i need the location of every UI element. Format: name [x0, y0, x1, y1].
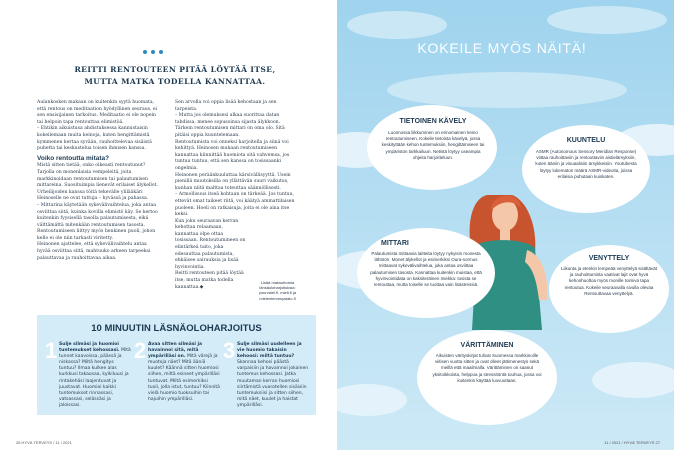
step-lead: Avaa sitten silmäsi ja havainnoi sitä, mitä ympärilläsi on.: [148, 342, 203, 360]
pull-quote: REITTI RENTOUTEEN PITÄÄ LÖYTÄÄ ITSE, MUTTA MATKA TODELLA KANNATTAA.: [74, 65, 276, 86]
card-title: VENYTTELY: [588, 255, 630, 262]
subheading: Voiko rentoutta mitata?: [37, 154, 110, 162]
step-number: 1: [45, 338, 58, 363]
paragraph: – Mutta jos olemuksesi alkaa suorittaa datan tahdissa, menee sopusoinsa sijasta älykkoon. Tärkein rentoutumisen mittari on oma olo. Sitä pitäisi oppia kuuntelemaan.: [175, 113, 285, 138]
card-title: MITTARI: [381, 240, 409, 247]
paragraph: – Mittarina käytetään sykevälivaihtelua, joka antaa osviittaa siitä, kuinka kovilla elimistö käy. Se kertoo kuitenkin fyysisellä tasolla palautumisesta, eikä välttämättä mitenkään rentoutumisen tasosta. Rentoutumiseen liittyy myös henkinen puoli, johon kello ei ole niin tarkasti viritetty.: [37, 202, 158, 241]
step-body: Mitä tunnet kaavoissa, päässä ja niskassa? Miltä hengitys tuntuu? Ilmaa kulkee alas kurkkusi takaosaa, kylkiluusi ja rintakehäsi laajentuvat ja juustavat. Huomioi kaikki tuntemukset rinnassasi, vatsassasi, selässäsi ja jaloissasi.: [59, 348, 131, 408]
exercise-box: [37, 315, 316, 415]
paragraph: – Ehtikin aikuistusa ahdistuksessa kannustaisin kokeilemaan muita keinoja, kuten hengittämistä kymmenen kertaa syvään, rauhoittelevaa sisäistä puhetta tai keskustelua toisen ihmisen kanssa.: [37, 126, 152, 152]
right-page: [337, 0, 674, 450]
card-title: VÄRITTÄMINEN: [460, 342, 514, 349]
paragraph: Heinonen ajattelee, että sykevälivaihtelu antaa hyvää osviittaa siitä, mahtuuko arkeen tarpeeksi palauttavaa ja rauhoittavaa aikaa.: [37, 242, 151, 261]
paragraph: Mistä sitten tietää, onko oikeasti rentoutunut? Tarjolla on monenlaisia vempeleitä, joita markkinoidaan rentoutumisen tai palautumisen mittareina. Suosituimpia lienevät erilaiset älykellot. Urheilijoiden kanssa töitä tekevälle ylilääkäri Heinoselle ne ovat tuttuja – hyvässä ja pahassa.: [37, 163, 158, 202]
paragraph: Sen arvolla voi oppia lisää kehostaan ja sen tarpeista.: [175, 100, 277, 112]
card-text: Palautumista mittaavia laitteita löytyy nykyisin monesta lähtöön. Monet älykellot ja esimerkiksi Oura-sormus mittaavat sykevälivaihtelua, joka antaa osviittaa palautumisen tasosta. Kannattaa kuitenkin muistaa, että hyvinvointidata on kaksiteräinen miekka: tosista se rentouttaa, mutta toiselle se tuottaa vain lisästressiä.: [370, 251, 482, 288]
step-lead: Sulje silmäsi uudelleen ja vie huomio takaisin kehoosi: miltä tuntuu?: [237, 342, 302, 360]
card-text: Luonnossa liikkuminen on erinomainen keino rentoutumiseen. Kokeile tietoista kävelyä, jossa keskityttään kehon tuntemuksiin, hengittämiseen tai ympäristön tarkkailuun. Netistä löytyy useampia ohjeita harjoitteluun.: [381, 130, 485, 160]
decorative-dots: [143, 50, 163, 54]
card-text: ASMR (Autonomous Sensory Meridian Response) viittaa rauhoittaviin ja rentouttaviin aistielämyksiin, kuten ääniin ja visuaalisiin ärsykkeisiin. Youtubesta löytyy lukematon määrä ASMR-videoita, joissa erilaisia puhutaan kuiskaten.: [535, 149, 637, 179]
step-lead: Sulje silmäsi ja huomioi tuntemukset kehossasi.: [59, 342, 120, 354]
page-title: KOKEILE MYÖS NÄITÄ!: [417, 40, 587, 56]
resources-note: Lisää maksuttomia länsäoloharjoituksia: yourvaiel.fi, mielt.fi ja mielentervesystalo.fi: [258, 280, 297, 301]
article-column-1: [37, 100, 159, 262]
paragraph: Kun joku seuraavan kerran kehottaa relaamaan, kannattaa olpe ottaa tosissaan. Rentoutumineen on elintärkeä taito, joka edesauttaa palautumista, ehkäisee sairauksia ja lisää hyvinvointia.: [175, 218, 246, 270]
card-text: Aikuisten värityskirjat tulivat Suomessa markkinoille viitisen vuotta sitten ja ovat olleet jättimenestys sekä meillä että maailmalla. Värittäminen on saanut yksitoikkoista, helppoa ja stressitöntä touhua, jossa voi kuitenkin käyttää luovuuttaan.: [432, 353, 542, 383]
step-number: 2: [134, 338, 147, 363]
step-body: Skannaa kehosi päästä varpaisiin ja havainnoi jokainen tuntemus kehossasi. Jatka muutaman kerran huomiosi siirtämistä vuorotellen sisäisiin tuntemuksiisi ja sitten siihen, mitä näet, kuulet ja haistat ympärilläsi.: [237, 360, 309, 408]
card-title: TIETOINEN KÄVELY: [399, 118, 467, 125]
page-folio: 26 HYVÄ TERVEYS / 11 / 2021: [16, 440, 72, 445]
step-body: Mitä värejä ja muotoja näet? Mitä ääniä kuulet? Käännä sitten huomiosi siihen, miltä esineet ympärilläsi tuntuvat. Miltä esimerkiksi tuoli, jolla istut, tuntuu? Kiinnitä vielä huomio tuoksuihin tai hajuihin ympärilläsi.: [148, 354, 220, 402]
paragraph: – Armollisuus itseä kohtaan on tärkeää. Jos tuntuu, ettevät omat taikeet riitä, voi käätyä ammattilaisen puoleen. Hoeli on ratkaisuja, joita ei ole aina itse keksi.: [175, 192, 295, 218]
card-text: Liikunta ja etenkin lempeää venyttelyä sisältävät ja rauhoittumista vaativat lajit ovat hyvä kehonhuoltoa myös monille toimiva tapa rentoutua. Kokeile seuraavalla sivulla olevaa Rentouttavaa venyttelyä.: [560, 266, 658, 296]
card-title: KUUNTELU: [566, 137, 606, 144]
exercise-title: 10 MINUUTIN LÄSNÄOLOHARJOITUS: [91, 323, 262, 334]
page-folio: 11 / 2021 / HYVÄ TERVEYS 27: [604, 440, 660, 445]
paragraph: Reitti rentouteen pitää löytää itse, mutta matka todella kannattaa.◆: [175, 271, 244, 290]
article-column-2: [175, 100, 299, 291]
paragraph: Aulankosken makaan on kuitenkin syytä huomata, että rentous on meditaation hyödyllinen seuraus, ei sen ensisijainen tarkoitus. Meditaatio ei ole nopein tai helpoin tapa rentouttaa elimistöä.: [37, 100, 158, 125]
step-number: 3: [223, 338, 236, 363]
paragraph: Heinonen peräänkuuluttaa kärsivällisyyttä. Usein pienillä muutoksilla on yllättävän suuri vaikutus, kunhan niitä malttaa toteuttaa säännöllisesti.: [175, 172, 291, 191]
paragraph: Rentoutumista voi onneksi harjoitella ja siinä voi kehittyä. Heinosen mukaan rentoutumiseen kannattaa kiinnittää huomiota sitä vahvemsa, jos tuntuu tuntuu, että sen kanssa on tosissaanki ongelmia.: [175, 139, 290, 171]
